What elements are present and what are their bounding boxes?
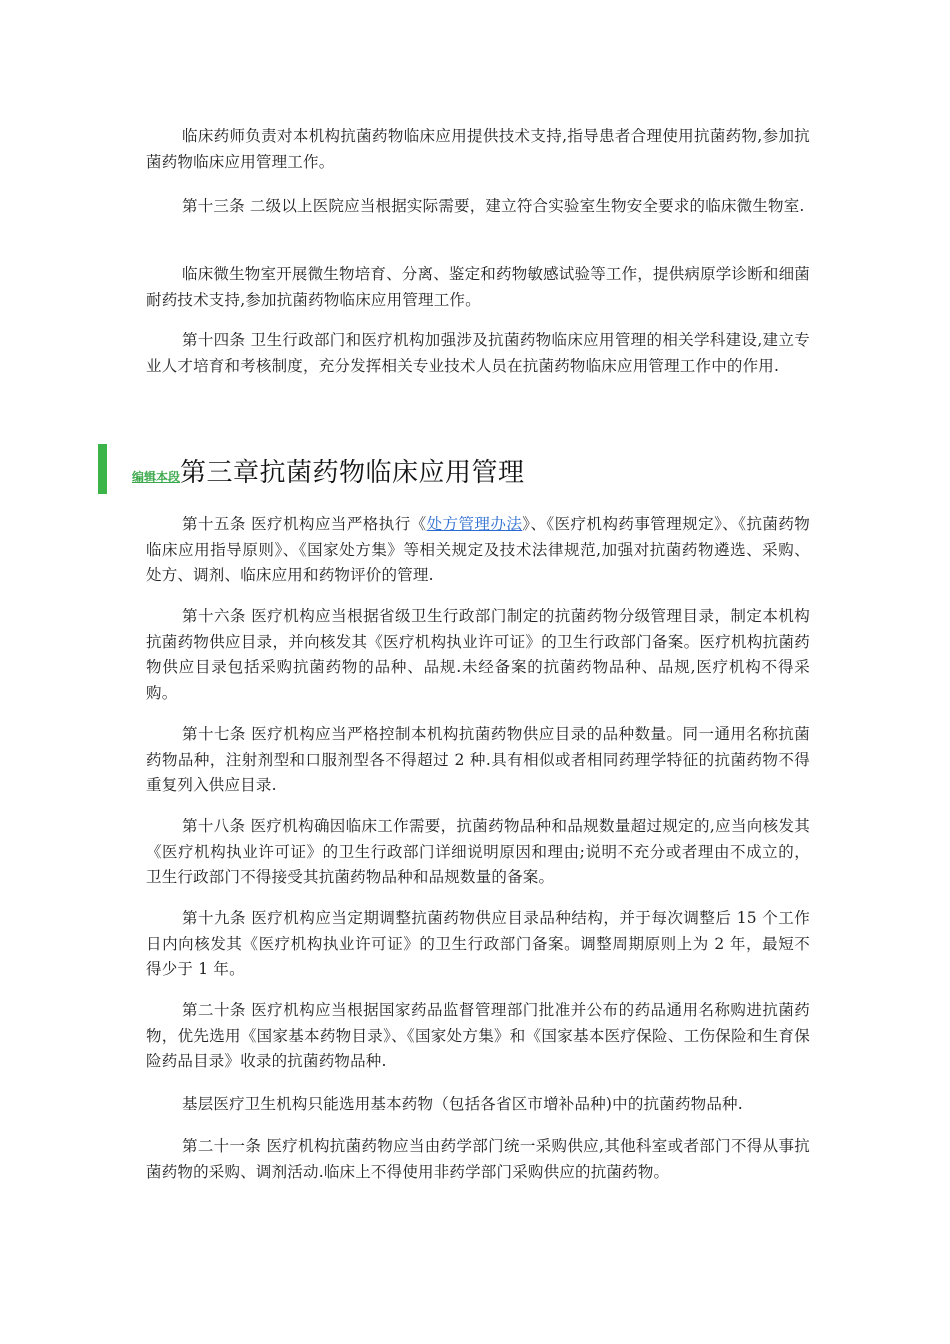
section-accent-bar — [98, 444, 107, 494]
paragraph-article-20: 第二十条 医疗机构应当根据国家药品监督管理部门批准并公布的药品通用名称购进抗菌药物，优先选用《国家基本药物目录》、《国家处方集》和《国家基本医疗保险、工伤保险和生育保险药品目录》收录的抗菌药物品种. — [146, 1001, 810, 1070]
paragraph-article-21: 第二十一条 医疗机构抗菌药物应当由药学部门统一采购供应,其他科室或者部门不得从事抗菌药物的采购、调剂活动.临床上不得使用非药学部门采购供应的抗菌药物。 — [146, 1137, 810, 1181]
paragraph-pharmacist: 临床药师负责对本机构抗菌药物临床应用提供技术支持,指导患者合理使用抗菌药物,参加抗菌药物临床应用管理工作。 — [146, 127, 810, 171]
paragraph-article-15 — [146, 512, 810, 589]
article-15-text-start: 第十五条 医疗机构应当严格执行《 — [182, 515, 427, 533]
prescription-rules-link[interactable]: 处方管理办法 — [426, 515, 523, 533]
paragraph-article-18: 第十八条 医疗机构确因临床工作需要，抗菌药物品种和品规数量超过规定的,应当向核发其《医疗机构执业许可证》的卫生行政部门详细说明原因和理由;说明不充分或者理由不成立的，卫生行政部门不得接受其抗菌药物品种和品规数量的备案。 — [146, 817, 810, 886]
article-15-text-end: 》、《医疗机构药事管理规定》、《抗菌药物临床应用指导原则》、《国家处方集》等相关规定及技术法律规范,加强对抗菌药物遴选、采购、处方、调剂、临床应用和药物评价的管理. — [146, 515, 810, 584]
paragraph-article-14: 第十四条 卫生行政部门和医疗机构加强涉及抗菌药物临床应用管理的相关学科建设,建立专业人才培育和考核制度，充分发挥相关专业技术人员在抗菌药物临床应用管理工作中的作用. — [146, 331, 810, 375]
section-heading — [132, 452, 525, 489]
paragraph-primary-care: 基层医疗卫生机构只能选用基本药物（包括各省区市增补品种)中的抗菌药物品种. — [182, 1095, 743, 1113]
edit-section-link[interactable]: 编辑本段 — [132, 470, 181, 484]
paragraph-article-17: 第十七条 医疗机构应当严格控制本机构抗菌药物供应目录的品种数量。同一通用名称抗菌药物品种，注射剂型和口服剂型各不得超过 2 种.具有相似或者相同药理学特征的抗菌药物不得重复列入供应目录. — [146, 725, 810, 794]
paragraph-article-16: 第十六条 医疗机构应当根据省级卫生行政部门制定的抗菌药物分级管理目录，制定本机构抗菌药物供应目录，并向核发其《医疗机构执业许可证》的卫生行政部门备案。医疗机构抗菌药物供应目录包括采购抗菌药物的品种、品规.未经备案的抗菌药物品种、品规,医疗机构不得采购。 — [146, 607, 810, 702]
section-title: 第三章抗菌药物临床应用管理 — [180, 458, 525, 488]
paragraph-article-19: 第十九条 医疗机构应当定期调整抗菌药物供应目录品种结构，并于每次调整后 15 个工作日内向核发其《医疗机构执业许可证》的卫生行政部门备案。调整周期原则上为 2 年，最短不得少于 1 年。 — [146, 909, 810, 978]
paragraph-microbiology-lab: 临床微生物室开展微生物培育、分离、鉴定和药物敏感试验等工作，提供病原学诊断和细菌耐药技术支持,参加抗菌药物临床应用管理工作。 — [146, 265, 811, 309]
paragraph-article-13: 第十三条 二级以上医院应当根据实际需要，建立符合实验室生物安全要求的临床微生物室. — [182, 197, 805, 215]
